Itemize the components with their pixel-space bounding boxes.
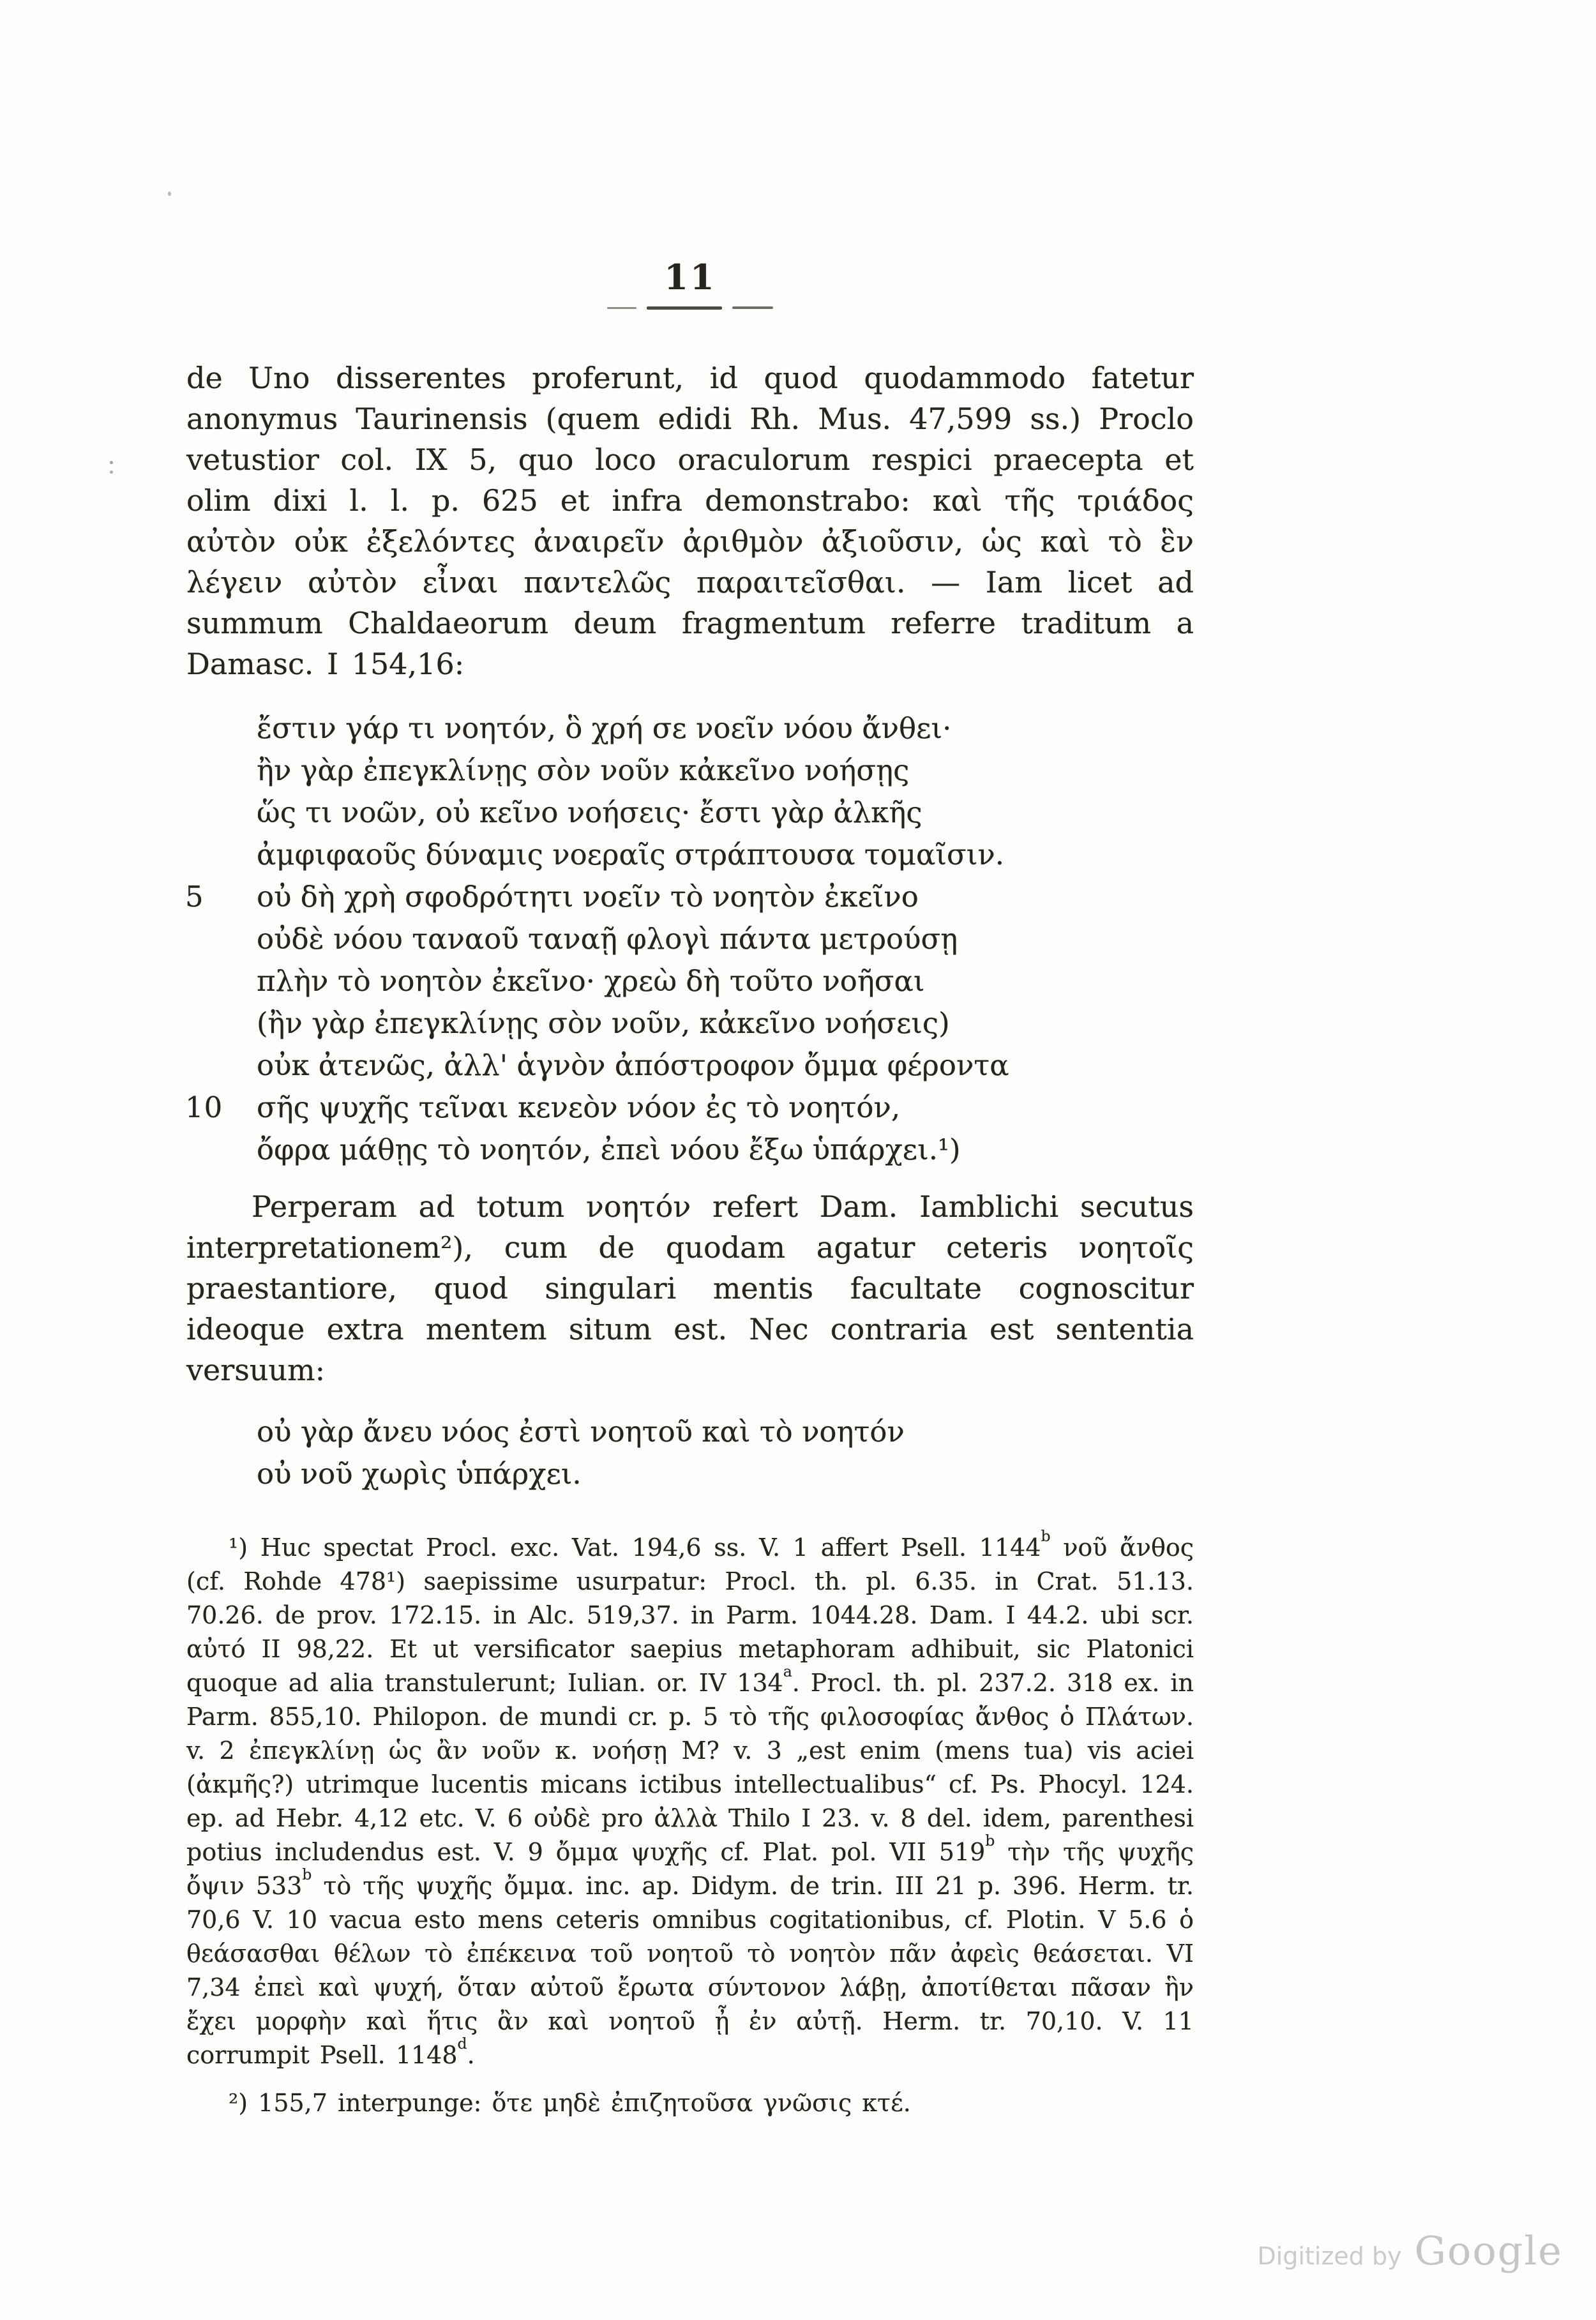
- verse-line: [257, 749, 1194, 792]
- verse-line-number: 10: [185, 1090, 223, 1124]
- verse-line: [257, 834, 1194, 876]
- text-column: [186, 257, 1194, 2120]
- greek-verse-block: [185, 707, 1194, 1171]
- verse-line-text: οὐδὲ νόου ταναοῦ ταναῇ φλογὶ πάντα μετρούσῃ: [257, 922, 958, 956]
- paragraph-opening: de Uno disserentes proferunt, id quod quodammodo fatetur anonymus Taurinensis (quem edidi Rh. Mus. 47,599 ss.) Proclo vetustior col. IX 5, quo loco oraculorum respici praecepta et olim dixi l. l. p. 625 et infra demonstrabo: καὶ τῆς τριάδος αὐτὸν οὐκ ἐξελόντες ἀναιρεῖν ἀριθμὸν ἀξιοῦσιν, ὡς καὶ τὸ ἓν λέγειν αὐτὸν εἶναι παντελῶς παραιτεῖσθαι. — Iam licet ad summum Chaldaeorum deum fragmentum referre traditum a Damasc. I 154,16:: [186, 361, 1194, 681]
- verse-line: [257, 960, 1194, 1002]
- verse-line: [257, 707, 1194, 749]
- scan-speck-colon: [110, 461, 113, 464]
- footnotes-section: [186, 1527, 1194, 2120]
- footnote-1: ¹) Huc spectat Procl. exc. Vat. 194,6 ss. V. 1 affert Psell. 1144$^b$ νοῦ ἄνθος (cf. Rohde 478¹) saepissime usurpatur: Procl. th. pl. 6.35. in Crat. 51.13. 70.26. de prov. 172.15. in Alc. 519,37. in Parm. 1044.28. Dam. I 44.2. ubi scr. αὐτό II 98,22. Et ut versificator saepius metaphoram adhibuit, sic Platonici quoque ad alia transtulerunt; Iulian. or. IV 134$^a$. Procl. th. pl. 237.2. 318 ex. in Parm. 855,10. Philopon. de mundi cr. p. 5 τὸ τῆς φιλοσοφίας ἄνθος ὁ Πλάτων. v. 2 ἐπεγκλίνῃ ὡς ἂν νοῦν κ. νοήσῃ M? v. 3 „est enim (mens tua) vis aciei (ἀκμῆς?) utrimque lucentis micans ictibus intellectualibus“ cf. Ps. Phocyl. 124. ep. ad Hebr. 4,12 etc. V. 6 οὐδὲ pro ἀλλὰ Thilo I 23. v. 8 del. idem, parenthesi potius includendus est. V. 9 ὄμμα ψυχῆς cf. Plat. pol. VII 519$^b$ τὴν τῆς ψυχῆς ὄψιν 533$^b$ τὸ τῆς ψυχῆς ὄμμα. inc. ap. Didym. de trin. III 21 p. 396. Herm. tr. 70,6 V. 10 vacua esto mens ceteris omnibus cogitationibus, cf. Plotin. V 5.6 ὁ θεάσασθαι θέλων τὸ ἐπέκεινα τοῦ νοητοῦ τὸ νοητὸν πᾶν ἀφεὶς θεάσεται. VI 7,34 ἐπεὶ καὶ ψυχή, ὅταν αὐτοῦ ἔρωτα σύντονον λάβῃ, ἀποτίθεται πᾶσαν ἣν ἔχει μορφὴν καὶ ἥτις ἂν καὶ νοητοῦ ᾖ ἐν αὐτῇ. Herm. tr. 70,10. V. 11 corrumpit Psell. 1148$^d$.: [186, 1527, 1194, 2069]
- page-number-rule: [605, 305, 776, 310]
- verse-line-text: πλὴν τὸ νοητὸν ἐκεῖνο· χρεὼ δὴ τοῦτο νοῆσαι: [257, 964, 925, 998]
- verse-line-text: ὥς τι νοῶν, οὐ κεῖνο νοήσεις· ἔστι γὰρ ἀλκῆς: [257, 795, 922, 829]
- watermark: [1258, 2227, 1563, 2274]
- greek-quote-block: [257, 1411, 1194, 1495]
- footnote-2: ²) 155,7 interpunge: ὅτε μηδὲ ἐπιζητοῦσα γνῶσις κτέ.: [229, 2089, 911, 2117]
- verse-line: [257, 1129, 1194, 1171]
- quote-line: οὐ νοῦ χωρὶς ὑπάρχει.: [257, 1457, 582, 1491]
- verse-line: [257, 792, 1194, 834]
- verse-line: [185, 1087, 1194, 1129]
- paragraph-perperam: Perperam ad totum νοητόν refert Dam. Iamblichi secutus interpretationem²), cum de quodam agatur ceteris νοητοῖς praestantiore, quod singulari mentis facultate cognoscitur ideoque extra mentem situm est. Nec contraria est sententia versuum:: [186, 1189, 1194, 1387]
- quote-line: οὐ γὰρ ἄνευ νόος ἐστὶ νοητοῦ καὶ τὸ νοητόν: [257, 1415, 905, 1449]
- verse-line-text: (ἢν γὰρ ἐπεγκλίνῃς σὸν νοῦν, κἀκεῖνο νοήσεις): [257, 1006, 950, 1040]
- verse-line: [257, 1044, 1194, 1087]
- verse-line-number: 5: [185, 880, 204, 914]
- verse-line: [257, 1002, 1194, 1044]
- verse-line-text: ἔστιν γάρ τι νοητόν, ὃ χρή σε νοεῖν νόου ἄνθει·: [257, 711, 952, 745]
- scan-speck-dot: [168, 192, 171, 196]
- verse-line: [185, 876, 1194, 918]
- page-header: [186, 257, 1194, 310]
- verse-line-text: οὐ δὴ χρὴ σφοδρότητι νοεῖν τὸ νοητὸν ἐκεῖνο: [257, 880, 919, 914]
- page-number: 11: [664, 257, 716, 298]
- google-logo: Google: [1414, 2227, 1563, 2274]
- verse-line-text: οὐκ ἀτενῶς, ἀλλ' ἁγνὸν ἀπόστροφον ὄμμα φέροντα: [257, 1048, 1009, 1082]
- verse-line-text: ἀμφιφαοῦς δύναμις νοεραῖς στράπτουσα τομαῖσιν.: [257, 838, 1005, 871]
- verse-line-text: ἢν γὰρ ἐπεγκλίνῃς σὸν νοῦν κἀκεῖνο νοήσῃς: [257, 753, 910, 787]
- verse-line: [257, 918, 1194, 960]
- watermark-prefix: Digitized by: [1257, 2242, 1402, 2270]
- verse-line-text: σῆς ψυχῆς τεῖναι κενεὸν νόον ἐς τὸ νοητόν,: [257, 1090, 901, 1124]
- verse-line-text: ὄφρα μάθῃς τὸ νοητόν, ἐπεὶ νόου ἔξω ὑπάρχει.¹): [257, 1133, 961, 1166]
